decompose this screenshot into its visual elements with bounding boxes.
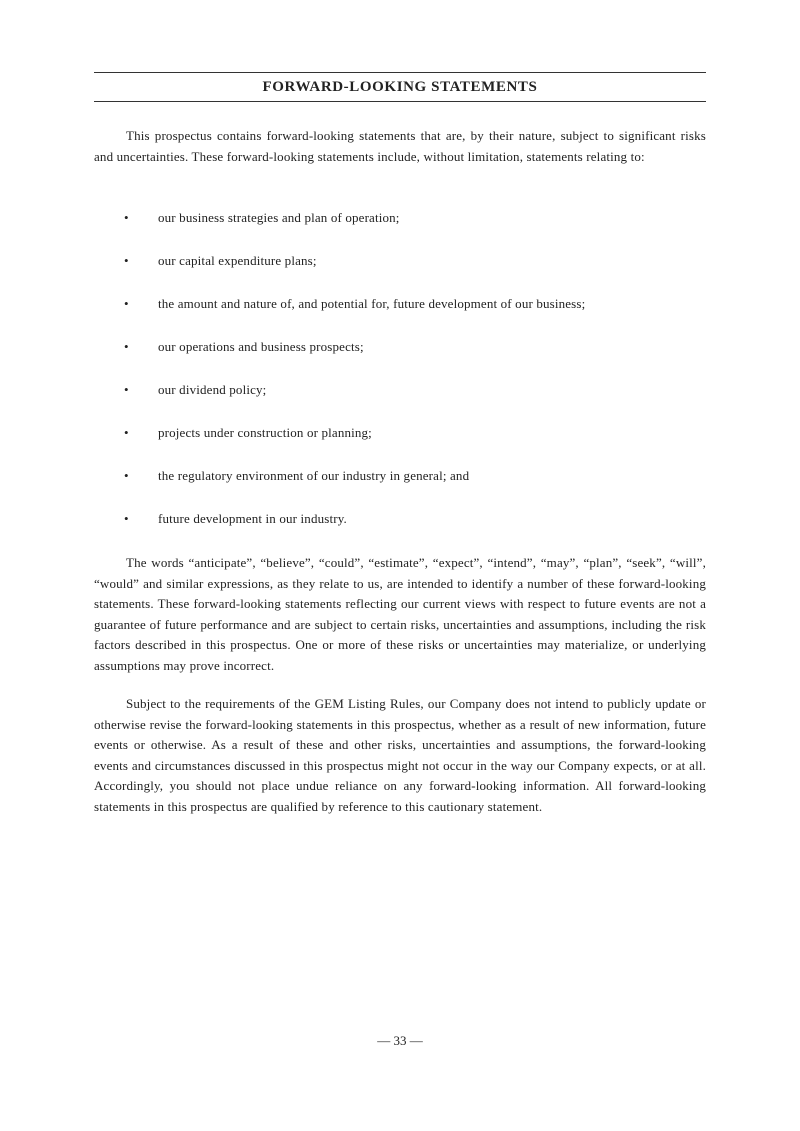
page-title: FORWARD-LOOKING STATEMENTS <box>262 79 538 95</box>
header-top-rule <box>94 72 706 73</box>
bullet-icon: • <box>124 253 129 268</box>
bullet-icon: • <box>124 210 129 225</box>
header-bottom-rule <box>94 101 706 102</box>
page-number: — 33 — <box>377 1033 423 1048</box>
bullet-icon: • <box>124 382 129 397</box>
list-item-text: our business strategies and plan of operation; <box>158 210 400 225</box>
list-item-text: projects under construction or planning; <box>158 425 372 440</box>
bullet-icon: • <box>124 511 129 526</box>
bullet-icon: • <box>124 425 129 440</box>
list-item-text: the amount and nature of, and potential for, future development of our business; <box>158 296 586 311</box>
list-item-text: future development in our industry. <box>158 511 347 526</box>
bullet-icon: • <box>124 339 129 354</box>
list-item-text: our capital expenditure plans; <box>158 253 317 268</box>
gem-listing-rules-paragraph: Subject to the requirements of the GEM Listing Rules, our Company does not intend to publicly update or otherwise revise the forward-looking statements in this prospectus, whether as a result of new information, future events or otherwise. As a result of these and other risks, uncertainties and assumptions, the forward-looking events and circumstances discussed in this prospectus might not occur in the way our Company expects, or at all. Accordingly, you should not place undue reliance on any forward-looking information. All forward-looking statements in this prospectus are qualified by reference to this cautionary statement. <box>94 696 706 814</box>
intro-paragraph: This prospectus contains forward-looking statements that are, by their nature, subject to significant risks and uncertainties. These forward-looking statements include, without limitation, statements relating to: <box>94 128 706 164</box>
bullet-icon: • <box>124 296 129 311</box>
list-item-text: our operations and business prospects; <box>158 339 364 354</box>
list-item-text: our dividend policy; <box>158 382 267 397</box>
list-item-text: the regulatory environment of our industry in general; and <box>158 468 470 483</box>
bullet-icon: • <box>124 468 129 483</box>
forward-looking-words-paragraph: The words “anticipate”, “believe”, “could”, “estimate”, “expect”, “intend”, “may”, “plan”, “seek”, “will”, “would” and similar expressions, as they relate to us, are intended to identify a number of these forward-looking statements. These forward-looking statements reflecting our current views with respect to future events are not a guarantee of future performance and are subject to certain risks, uncertainties and assumptions, including the risk factors described in this prospectus. One or more of these risks or uncertainties may materialize, or underlying assumptions may prove incorrect. <box>94 555 706 673</box>
